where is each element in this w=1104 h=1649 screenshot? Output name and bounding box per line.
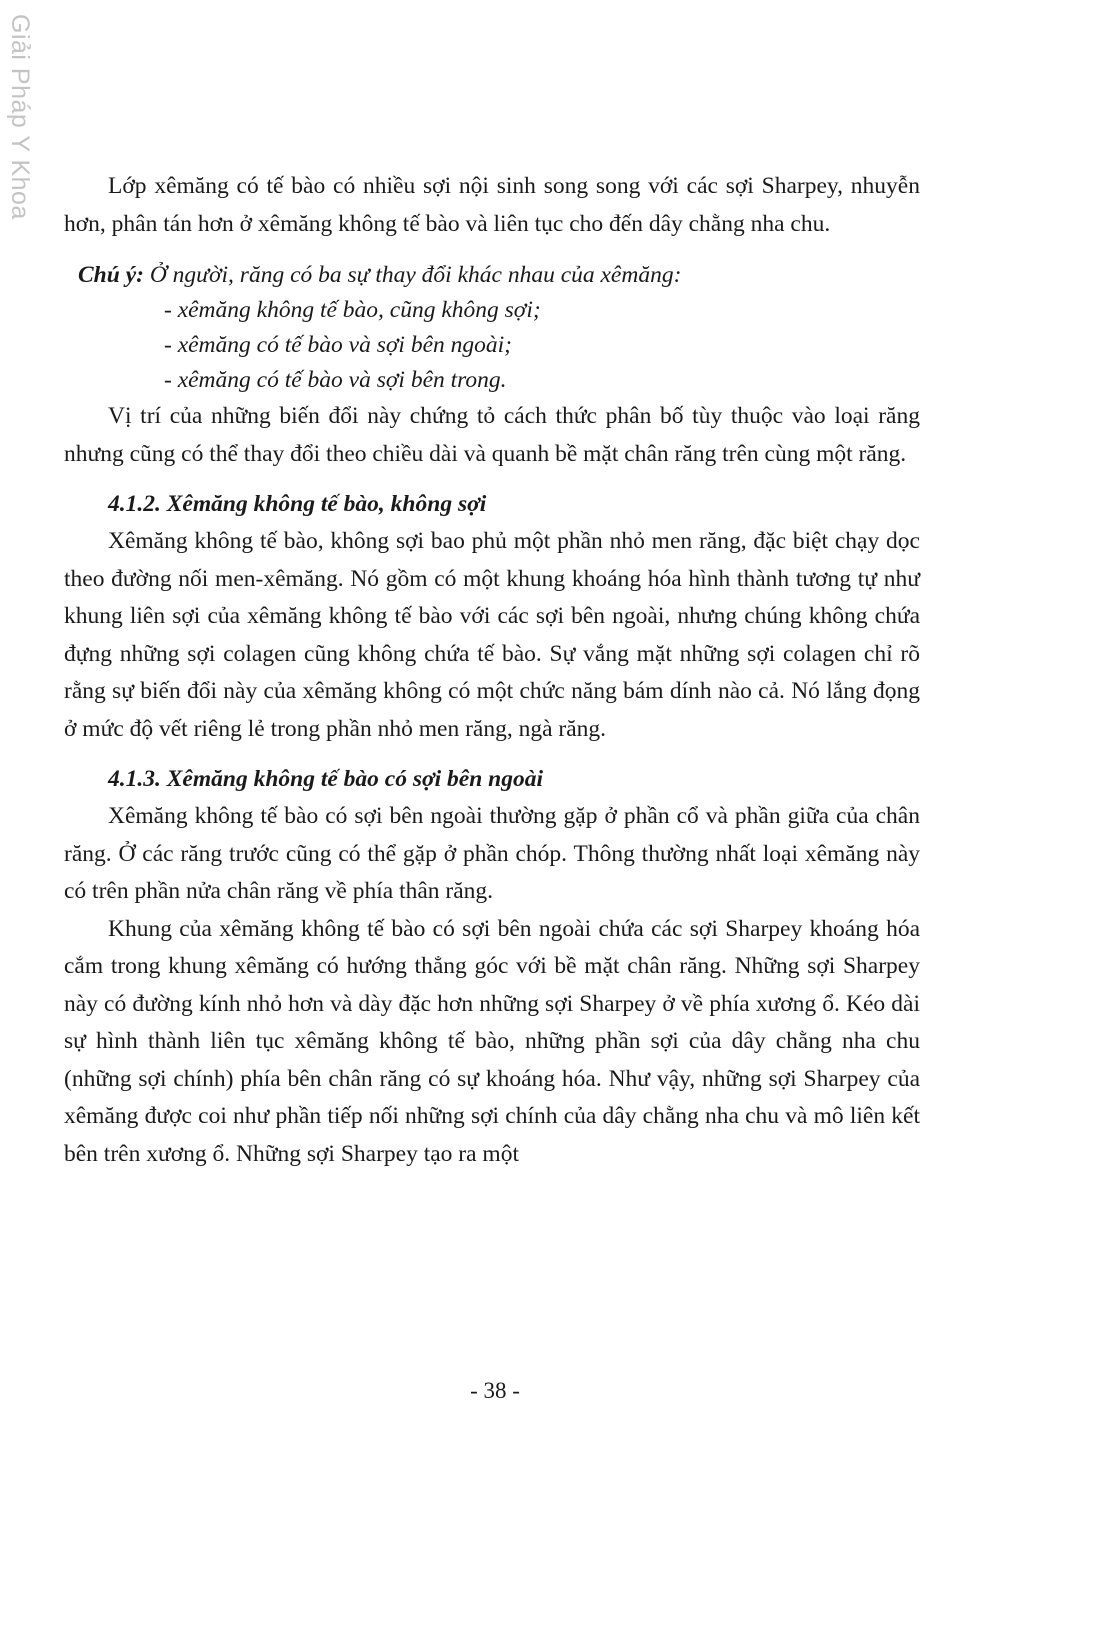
paragraph-afibrillar-cementum: Xêmăng không tế bào, không sợi bao phủ một phần nhỏ men răng, đặc biệt chạy dọc theo đường nối men-xêmăng. Nó gồm có một khung khoáng hóa hình thành tương tự như khung liên sợi của xêmăng không tế bào với các sợi bên ngoài, nhưng chúng không chứa đựng những sợi colagen cũng không chứa tế bào. Sự vắng mặt những sợi colagen chỉ rõ rằng sự biến đổi này của xêmăng không có một chức năng bám dính nào cả. Nó lắng đọng ở mức độ vết riêng lẻ trong phần nhỏ men răng, ngà răng. [64, 528, 920, 742]
note-list-item: - xêmăng có tế bào và sợi bên ngoài; [164, 332, 512, 358]
paragraph-cellular-cementum: Lớp xêmăng có tế bào có nhiều sợi nội sinh song song với các sợi Sharpey, nhuyễn hơn, phân tán hơn ở xêmăng không tế bào và liên tục cho đến dây chằng nha chu. [64, 173, 920, 237]
page-number: - 38 - [470, 1378, 520, 1403]
watermark-text: Giải Pháp Y Khoa [6, 14, 34, 220]
note-label: Chú ý: [78, 262, 144, 288]
page-content [64, 168, 920, 1173]
section-heading-4-1-2: 4.1.2. Xêmăng không tế bào, không sợi [108, 491, 487, 517]
paragraph-extrinsic-fiber-matrix: Khung của xêmăng không tế bào có sợi bên ngoài chứa các sợi Sharpey khoáng hóa cắm trong khung xêmăng có hướng thẳng góc với bề mặt chân răng. Những sợi Sharpey này có đường kính nhỏ hơn và dày đặc hơn những sợi Sharpey ở về phía xương ổ. Kéo dài sự hình thành liên tục xêmăng không tế bào, những phần sợi của dây chằng nha chu (những sợi chính) phía bên chân răng có sự khoáng hóa. Như vậy, những sợi Sharpey của xêmăng được coi như phần tiếp nối những sợi chính của dây chằng nha chu và mô liên kết bên trên xương ổ. Những sợi Sharpey tạo ra một [64, 915, 920, 1167]
paragraph-extrinsic-fiber-location: Xêmăng không tế bào có sợi bên ngoài thường gặp ở phần cổ và phần giữa của chân răng. Ở các răng trước cũng có thể gặp ở phần chóp. Thông thường nhất loại xêmăng này có trên phần nửa chân răng về phía thân răng. [64, 803, 920, 904]
note-list [78, 293, 920, 398]
note-intro: Ở người, răng có ba sự thay đổi khác nhau của xêmăng: [149, 262, 682, 288]
note-list-item: - xêmăng có tế bào và sợi bên trong. [164, 367, 507, 393]
note-block [64, 258, 920, 398]
note-list-item: - xêmăng không tế bào, cũng không sợi; [164, 297, 541, 323]
paragraph-variation-location: Vị trí của những biến đổi này chứng tỏ cách thức phân bố tùy thuộc vào loại răng nhưng cũng có thể thay đổi theo chiều dài và quanh bề mặt chân răng trên cùng một răng. [64, 403, 920, 467]
section-heading-4-1-3: 4.1.3. Xêmăng không tế bào có sợi bên ngoài [108, 766, 543, 792]
